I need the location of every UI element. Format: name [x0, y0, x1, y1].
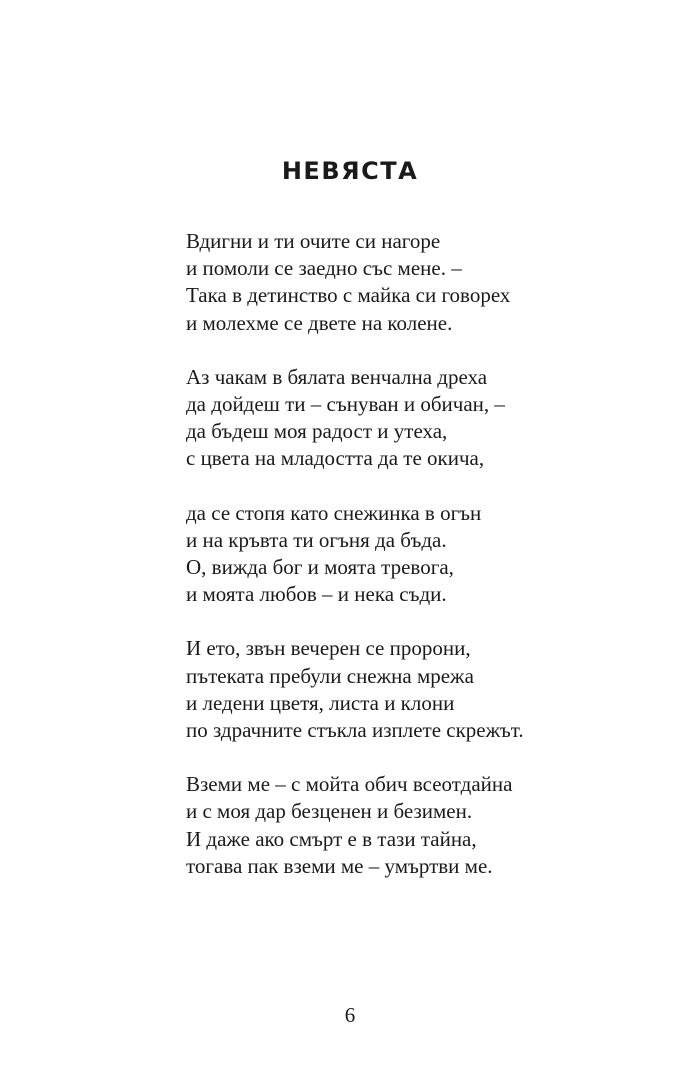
- poem-line: и с моя дар безценен и безимен.: [186, 799, 473, 824]
- stanza-1: [186, 228, 606, 337]
- poem-line: да дойдеш ти – сънуван и обичан, –: [186, 392, 505, 417]
- stanza-5: [186, 771, 606, 880]
- poem-line: да се стопя като снежинка в огън: [186, 500, 482, 525]
- poem-line: и на кръвта ти огъня да бъда.: [186, 527, 447, 552]
- poem-line: и помоли се заедно със мене. –: [186, 256, 462, 281]
- poem-body: [186, 228, 606, 907]
- poem-line: Вдигни и ти очите си нагоре: [186, 229, 441, 253]
- poem-line: по здрачните стъкла изплете скрежът.: [186, 718, 524, 743]
- stanza-2: [186, 364, 606, 473]
- poem-line: и моята любов – и нека съди.: [186, 582, 447, 607]
- poem-line: Вземи ме – с мойта обич всеотдайна: [186, 772, 513, 797]
- poem-line: и ледени цветя, листа и клони: [186, 690, 455, 715]
- poem-line: с цвета на младостта да те окича,: [186, 446, 485, 471]
- poem-line: И даже ако смърт е в тази тайна,: [186, 826, 477, 851]
- poem-line: тогава пак вземи ме – умъртви ме.: [186, 853, 493, 878]
- poem-title: НЕВЯСТА: [281, 157, 419, 185]
- poem-line: О, вижда бог и моята тревога,: [186, 555, 454, 580]
- page-number: 6: [344, 1003, 356, 1027]
- poem-line: Така в детинство с майка си говорех: [186, 283, 511, 308]
- poem-line: И ето, звън вечерен се пророни,: [186, 636, 471, 661]
- stanza-3: [186, 500, 606, 609]
- poem-line: Аз чакам в бялата венчална дреха: [186, 364, 488, 389]
- poem-line: пътеката пребули снежна мрежа: [186, 663, 474, 688]
- stanza-4: [186, 635, 606, 744]
- poem-line: и молехме се двете на колене.: [186, 310, 453, 335]
- poem-line: да бъдеш моя радост и утеха,: [186, 419, 448, 444]
